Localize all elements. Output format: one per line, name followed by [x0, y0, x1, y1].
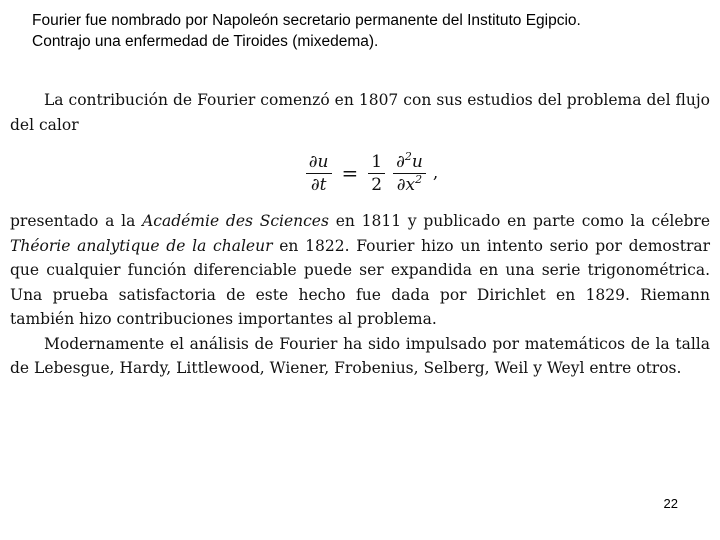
page-number: 22 [663, 496, 678, 511]
academie-title: Académie des Sciences [142, 212, 329, 230]
heat-equation [30, 137, 710, 209]
variable-u: u [411, 151, 423, 172]
history-text-2: en 1811 y publicado en parte como la célebre [328, 212, 711, 230]
history-paragraph [10, 209, 710, 332]
header-line-2: Contrajo una enfermedad de Tiroides (mixedema). [32, 33, 379, 50]
lhs-denominator: ∂t [310, 174, 327, 195]
history-text-1: presentado a la [10, 212, 143, 230]
rhs-numerator [393, 151, 426, 173]
theorie-title: Théorie analytique de la chaleur [10, 236, 273, 255]
lhs-numerator: ∂u [308, 151, 329, 172]
header-line-1: Fourier fue nombrado por Napoleón secretario permanente del Instituto Egipcio. [32, 12, 581, 29]
lhs-fraction [306, 151, 332, 196]
history-text-3: en 1822. Fourier hizo un intento serio por demostrar que cualquier función diferenciable puede ser expandida en una serie trigonométrica. Una prueba satisfactoria de este hecho fue dada por Dirichlet en 1829. Riemann también hizo contribuciones importantes al problema. [10, 236, 710, 328]
closing-paragraph: Modernamente el análisis de Fourier ha sido impulsado por matemáticos de la talla de Lebesgue, Hardy, Littlewood, Wiener, Frobenius, Selberg, Weil y Weyl entre otros. [10, 334, 710, 377]
coef-numerator: 1 [371, 151, 383, 172]
coefficient-fraction [368, 151, 385, 196]
book-excerpt [10, 88, 710, 381]
slide-header-note [32, 10, 692, 52]
equals-sign: = [341, 161, 359, 185]
exponent: 2 [404, 149, 412, 163]
equation-comma: , [432, 163, 439, 183]
coef-denominator: 2 [371, 174, 383, 195]
partial-x: ∂x [396, 174, 416, 195]
exponent: 2 [415, 172, 423, 186]
rhs-denominator [394, 174, 425, 196]
rhs-fraction [393, 151, 426, 196]
partial-symbol: ∂ [396, 151, 405, 172]
intro-paragraph: La contribución de Fourier comenzó en 1807 con sus estudios del problema del flujo del calor [10, 91, 710, 134]
